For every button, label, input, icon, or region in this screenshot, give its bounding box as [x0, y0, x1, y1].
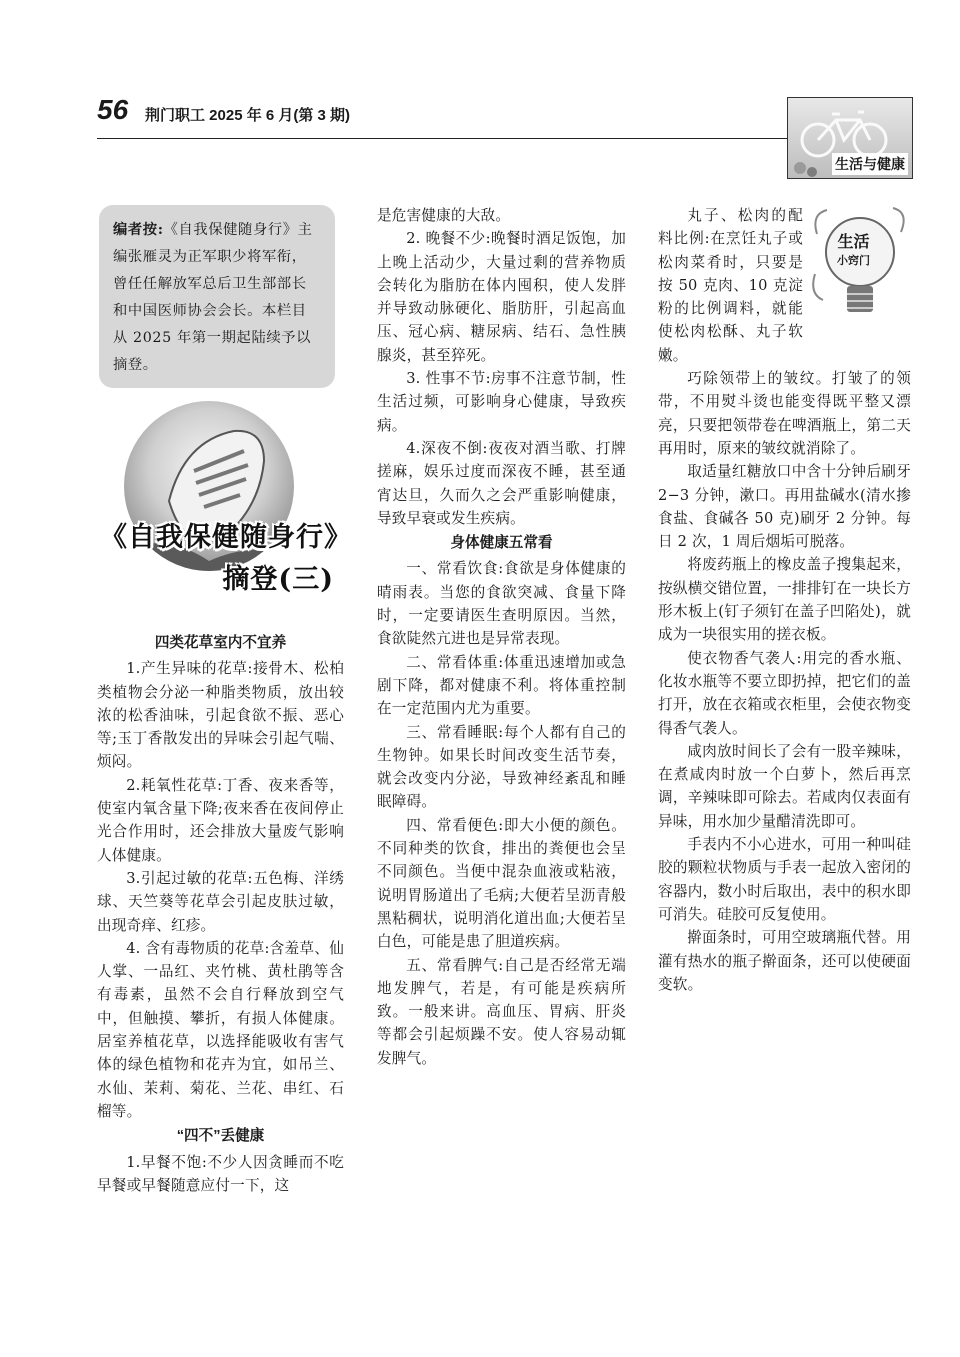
feature-photo — [100, 397, 352, 627]
bulb-label — [837, 234, 870, 270]
paragraph: 四、常看便色:即大小便的颜色。不同种类的饮食，排出的粪便也会呈不同颜色。当便中混杂血液或粘液，说明胃肠道出了毛病;大便若呈沥青般黑粘稠状，说明消化道出血;大便若呈白色，可能是患了胆道疾病。 — [377, 816, 626, 951]
heading-flowers: 四类花草室内不宜养 — [154, 635, 287, 651]
column-3 — [658, 204, 911, 996]
heading-four-nots: “四不”丢健康 — [176, 1128, 265, 1145]
paragraph: 一、常看饮食:食欲是身体健康的晴雨表。当您的食欲突减、食量下降时，一定要请医生查明原因。当然，食欲陡然亢进也是异常表现。 — [377, 560, 626, 648]
heading-five-checks: 身体健康五常看 — [450, 535, 553, 552]
section-label: 生活与健康 — [832, 153, 908, 175]
paragraph: 将废药瓶上的橡皮盖子搜集起来，按纵横交错位置，一排排钉在一块长方形木板上(钉子须钉在盖子凹陷处)，就成为一块很实用的搓衣板。 — [658, 556, 911, 644]
paragraph: 3. 性事不节:房事不注意节制，性生活过频，可影响身心健康，导致疾病。 — [377, 370, 626, 434]
paragraph: 1.产生异味的花草:接骨木、松柏类植物会分泌一种脂类物质，放出较浓的松香油味，引起食欲不振、恶心等;玉丁香散发出的异味会引起气喘、烦闷。 — [97, 660, 344, 771]
paragraph: 3.引起过敏的花草:五色梅、洋绣球、天竺葵等花草会引起皮肤过敏，出现奇痒、红疹。 — [97, 869, 344, 934]
paragraph: 取适量红糖放口中含十分钟后刷牙 2−3 分钟，漱口。再用盐碱水(清水掺食盐、食碱各 50 克)刷牙 2 分钟。每日 2 次，1 周后烟垢可脱落。 — [658, 463, 911, 551]
paragraph: 巧除领带上的皱纹。打皱了的领带，不用熨斗烫也能变得既平整又漂亮，只要把领带卷在啤酒瓶上，第二天再用时，原来的皱纹就消除了。 — [658, 370, 911, 457]
masthead: 荆门职工 2025 年 6 月(第 3 期) — [145, 107, 351, 124]
paragraph: 使衣物香气袭人:用完的香水瓶、化妆水瓶等不要立即扔掉，把它们的盖打开，放在衣箱或衣柜里，会使衣物变得香气袭人。 — [658, 649, 911, 737]
bulb-label-sub: 小窍门 — [837, 255, 870, 267]
paragraph: 丸子、松肉的配料比例:在烹饪丸子或松肉菜肴时，只要是按 50 克肉、10 克淀粉的比例调料，就能使松肉松酥、丸子软嫩。 — [658, 207, 803, 364]
page-number: 56 — [97, 94, 129, 125]
column-1 — [97, 630, 344, 1197]
paragraph: 是危害健康的大敌。 — [377, 207, 511, 224]
paragraph: 2.耗氧性花草:丁香、夜来香等，使室内氧含量下降;夜来香在夜间停止光合作用时，还会排放大量废气影响人体健康。 — [97, 776, 344, 864]
feature-title: 《自我保健随身行》 — [100, 522, 352, 553]
feature-subtitle: 摘登(三) — [222, 564, 334, 595]
tips-bulb-badge — [809, 204, 911, 324]
bulb-label-main: 生活 — [837, 234, 870, 251]
editor-note-label: 编者按: — [113, 222, 164, 238]
paragraph: 4. 含有毒物质的花草:含羞草、仙人掌、一品红、夹竹桃、黄杜鹃等含有毒素，虽然不会自行释放到空气中，但触摸、攀折，有损人体健康。居室养植花草，以选择能吸收有害气体的绿色植物和花卉为宜，如吊兰、水仙、茉莉、菊花、兰花、串红、石榴等。 — [97, 939, 344, 1120]
paragraph: 擀面条时，可用空玻璃瓶代替。用灌有热水的瓶子擀面条，还可以使硬面变软。 — [658, 929, 911, 993]
column-2 — [377, 204, 626, 1070]
section-banner — [787, 97, 913, 179]
paragraph: 2. 晚餐不少:晚餐时酒足饭饱，加上晚上活动少，大量过剩的营养物质会转化为脂肪在体内囤积，使人发胖并导致动脉硬化、脂肪肝，引起高血压、冠心病、糖尿病、结石、急性胰腺炎，甚至猝死。 — [377, 230, 626, 364]
paragraph: 三、常看睡眠:每个人都有自己的生物钟。如果长时间改变生活节奏，就会改变内分泌，导致神经紊乱和睡眠障碍。 — [377, 723, 626, 811]
paragraph: 手表内不小心进水，可用一种叫硅胶的颗粒状物质与手表一起放入密闭的容器内，数小时后取出，表中的积水即可消失。硅胶可反复使用。 — [658, 836, 911, 923]
page-header — [97, 92, 787, 139]
editor-note-box — [99, 205, 335, 388]
paragraph: 五、常看脾气:自己是否经常无端地发脾气，若是，有可能是疾病所致。一般来讲。高血压、胃病、肝炎等都会引起烦躁不安。使人容易动辄发脾气。 — [377, 956, 626, 1067]
paragraph: 咸肉放时间长了会有一股辛辣味，在煮咸肉时放一个白萝卜，然后再烹调，辛辣味即可除去。若咸肉仅表面有异味，用水加少量醋清洗即可。 — [658, 742, 911, 830]
paragraph: 1.早餐不饱:不少人因贪睡而不吃早餐或早餐随意应付一下，这 — [97, 1153, 344, 1194]
paragraph: 4.深夜不倒:夜夜对酒当歌、打牌搓麻，娱乐过度而深夜不睡，甚至通宵达旦，久而久之会严重影响健康，导致早衰或发生疾病。 — [377, 439, 626, 527]
editor-note-text: 《自我保健随身行》主编张雁灵为正军职少将军衔，曾任任解放军总后卫生部部长和中国医师协会会长。本栏目从 2025 年第一期起陆续予以摘登。 — [113, 222, 313, 373]
paragraph: 二、常看体重:体重迅速增加或急剧下降，都对健康不利。将体重控制在一定范围内尤为重要。 — [377, 653, 626, 718]
